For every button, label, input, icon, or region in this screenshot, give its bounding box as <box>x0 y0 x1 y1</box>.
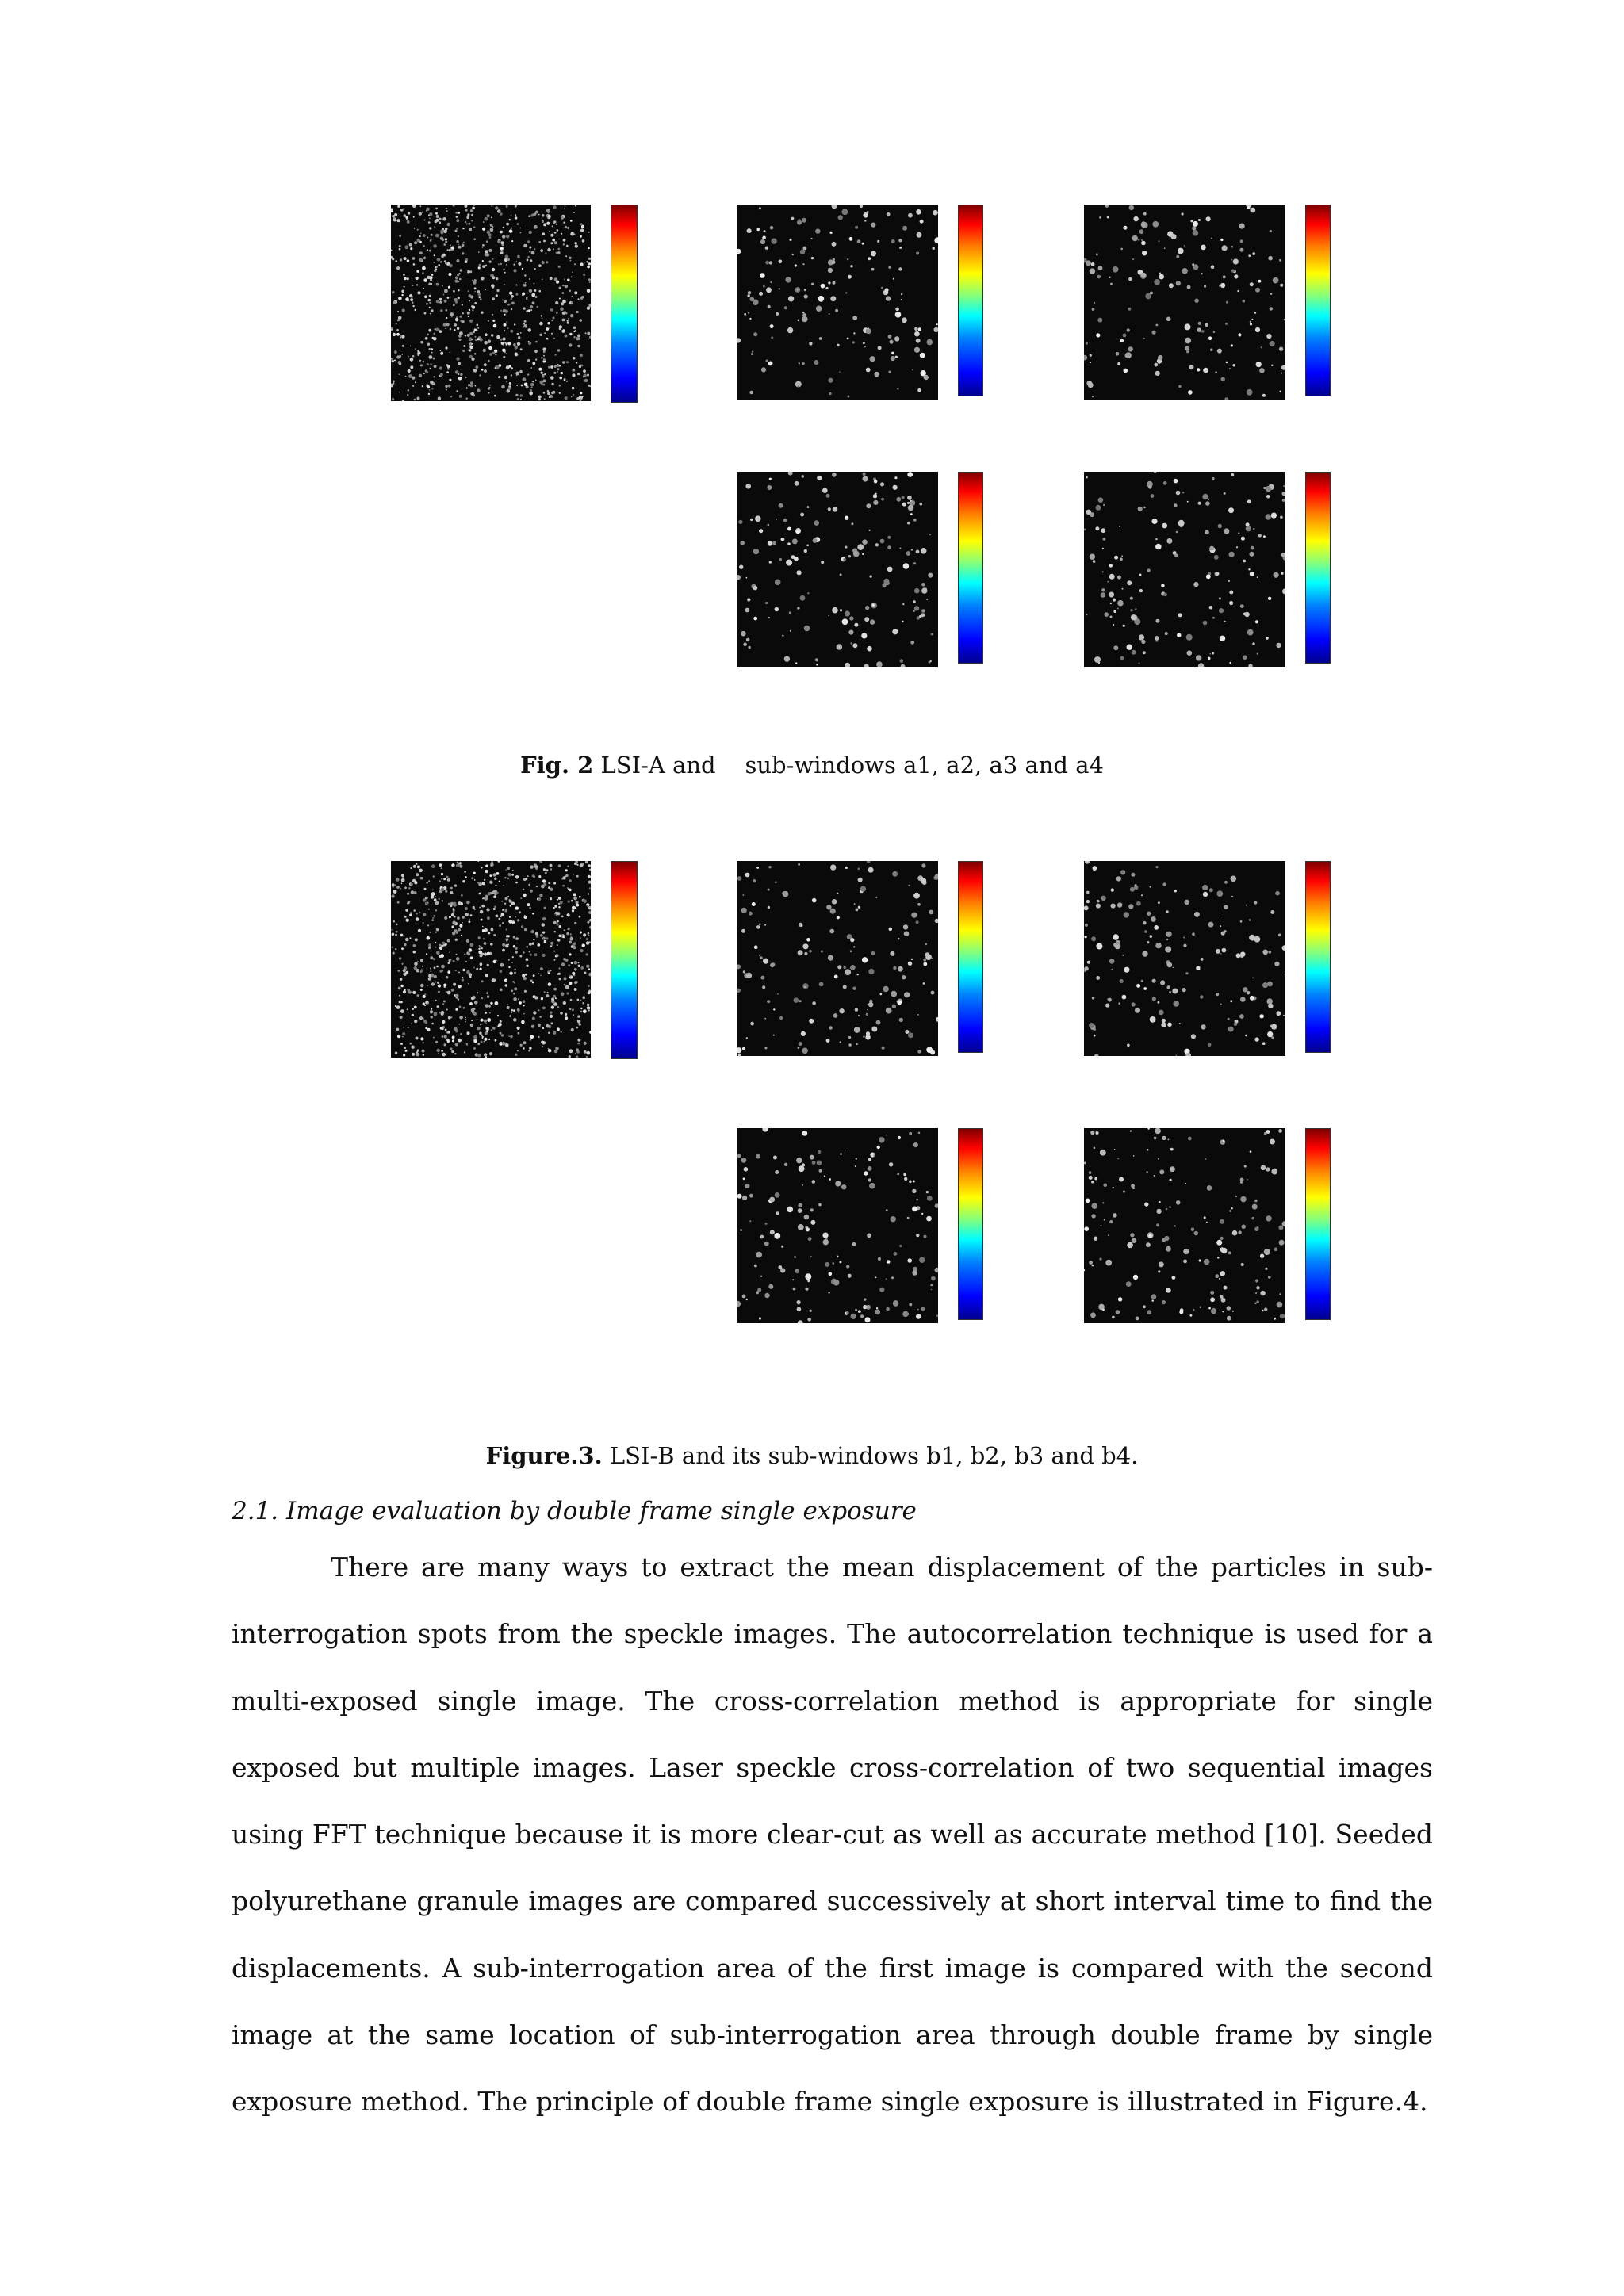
figure2-caption <box>0 752 1624 779</box>
figure2-sub-image <box>737 472 938 667</box>
figure2-sub-2-colorbar <box>1305 205 1331 396</box>
figure2-sub-image <box>1084 472 1285 667</box>
figure3-caption <box>0 1442 1624 1469</box>
figure2-sub-image <box>1084 205 1285 400</box>
figure2-sub-3-colorbar <box>958 472 983 664</box>
figure3-sub-2-colorbar <box>1305 861 1331 1053</box>
figure3-main-image <box>391 861 591 1058</box>
figure3-sub-image <box>1084 861 1285 1056</box>
figure2-main-image <box>391 205 591 401</box>
figure2-caption-text: LSI-A and sub-windows a1, a2, a3 and a4 <box>593 752 1104 779</box>
figure3-caption-label: Figure.3. <box>485 1442 603 1469</box>
body-paragraph-container <box>232 1534 1433 2136</box>
figure2-main-colorbar <box>611 205 638 403</box>
figure2-sub-1-colorbar <box>958 205 983 396</box>
body-paragraph: There are many ways to extract the mean displacement of the particles in sub-interrogation spots from the speckle images. The autocorrelation technique is used for a multi-exposed single image. The cross-correlation method is appropriate for single exposed but multiple images. Laser speckle cross-correlation of two sequential images using FFT technique because it is more clear-cut as well as accurate method [10]. Seeded polyurethane granule images are compared successively at short interval time to find the displacements. A sub-interrogation area of the first image is compared with the second image at the same location of sub-interrogation area through double frame by single exposure method. The principle of double frame single exposure is illustrated in Figure.4. <box>232 1552 1433 2118</box>
figure3-sub-image <box>737 1128 938 1323</box>
figure3-sub-image <box>737 861 938 1056</box>
figure3-sub-4-colorbar <box>1305 1128 1331 1320</box>
figure2-caption-label: Fig. 2 <box>520 752 594 779</box>
figure3-sub-image <box>1084 1128 1285 1323</box>
figure2-sub-image <box>737 205 938 400</box>
figure3-main-colorbar <box>611 861 638 1059</box>
section-heading: 2.1. Image evaluation by double frame single exposure <box>232 1497 917 1525</box>
figure3-caption-text: LSI-B and its sub-windows b1, b2, b3 and b4. <box>602 1442 1139 1469</box>
figure3-sub-1-colorbar <box>958 861 983 1053</box>
figure3-sub-3-colorbar <box>958 1128 983 1320</box>
figure2-sub-4-colorbar <box>1305 472 1331 664</box>
